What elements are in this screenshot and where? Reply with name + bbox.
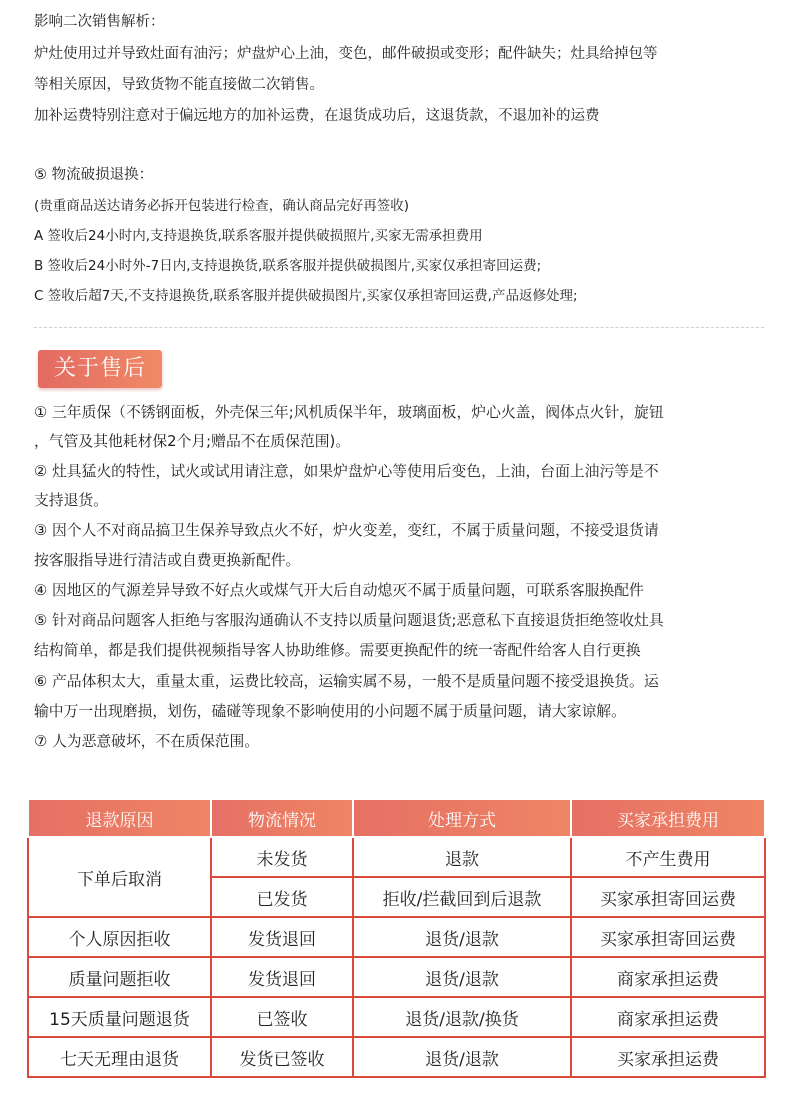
cell-fee: 商家承担运费 — [571, 957, 765, 997]
cell-handling: 退货/退款/换货 — [353, 997, 571, 1037]
after-sales-line: ② 灶具猛火的特性，试火或试用请注意，如果炉盘炉心等使用后变色，上油，台面上油污等是不 — [34, 463, 659, 480]
resale-title: 影响二次销售解析： — [34, 14, 165, 30]
after-sales-line: ④ 因地区的气源差异导致不好点火或煤气开大后自动熄灭不属于质量问题，可联系客服换配件 — [34, 582, 644, 599]
table-row — [28, 997, 765, 1037]
table-row — [28, 917, 765, 957]
after-sales-line: ⑦ 人为恶意破坏，不在质保范围。 — [34, 733, 260, 750]
after-sales-line: ③ 因个人不对商品搞卫生保养导致点火不好，炉火变差，变红，不属于质量问题，不接受退货请 — [34, 522, 659, 539]
header-buyer-fee: 买家承担费用 — [571, 800, 765, 837]
cell-fee: 不产生费用 — [571, 837, 765, 877]
cell-logistics: 发货退回 — [211, 957, 353, 997]
cell-logistics: 发货已签收 — [211, 1037, 353, 1077]
resale-text-line: 炉灶使用过并导致灶面有油污；炉盘炉心上油，变色，邮件破损或变形；配件缺失；灶具给掉包等 — [34, 46, 658, 62]
after-sales-line: 按客服指导进行清洁或自费更换新配件。 — [34, 552, 301, 569]
logistics-rule-c: C 签收后超7天,不支持退换货,联系客服并提供破损图片,买家仅承担寄回运费,产品返修处理; — [34, 288, 578, 304]
cell-fee: 买家承担寄回运费 — [571, 917, 765, 957]
header-logistics-status: 物流情况 — [211, 800, 353, 837]
logistics-note: (贵重商品送达请务必拆开包装进行检查，确认商品完好再签收) — [34, 198, 410, 214]
logistics-rule-a: A 签收后24小时内,支持退换货,联系客服并提供破损照片,买家无需承担费用 — [34, 228, 483, 244]
cell-handling: 退款 — [353, 837, 571, 877]
cell-reason: 七天无理由退货 — [28, 1037, 211, 1077]
cell-fee: 买家承担运费 — [571, 1037, 765, 1077]
after-sales-line: ⑤ 针对商品问题客人拒绝与客服沟通确认不支持以质量问题退货;恶意私下直接退货拒绝签收灶具 — [34, 612, 664, 629]
cell-fee: 商家承担运费 — [571, 997, 765, 1037]
after-sales-line: 支持退货。 — [34, 492, 108, 509]
after-sales-line: ⑥ 产品体积太大，重量太重，运费比较高，运输实属不易，一般不是质量问题不接受退换货。运 — [34, 673, 659, 690]
cell-logistics: 已签收 — [211, 997, 353, 1037]
after-sales-line: ① 三年质保（不锈钢面板，外壳保三年;风机质保半年，玻璃面板，炉心火盖，阀体点火针，旋钮 — [34, 404, 664, 421]
logistics-title: ⑤ 物流破损退换： — [34, 167, 154, 183]
cell-handling: 退货/退款 — [353, 917, 571, 957]
cell-logistics: 未发货 — [211, 837, 353, 877]
cell-logistics: 已发货 — [211, 877, 353, 917]
after-sales-line: ，气管及其他耗材保2个月;赠品不在质保范围)。 — [34, 433, 351, 450]
cell-handling: 拒收/拦截回到后退款 — [353, 877, 571, 917]
header-refund-reason: 退款原因 — [28, 800, 211, 837]
resale-text-line: 等相关原因，导致货物不能直接做二次销售。 — [34, 77, 324, 93]
cell-reason: 15天质量问题退货 — [28, 997, 211, 1037]
cell-reason: 质量问题拒收 — [28, 957, 211, 997]
cell-fee: 买家承担寄回运费 — [571, 877, 765, 917]
logistics-rule-b: B 签收后24小时外-7日内,支持退换货,联系客服并提供破损图片,买家仅承担寄回运费; — [34, 258, 542, 274]
cell-logistics: 发货退回 — [211, 917, 353, 957]
table-row — [28, 837, 765, 877]
after-sales-line: 输中万一出现磨损，划伤，磕碰等现象不影响使用的小问题不属于质量问题，请大家谅解。 — [34, 703, 626, 720]
cell-handling: 退货/退款 — [353, 1037, 571, 1077]
cell-reason: 个人原因拒收 — [28, 917, 211, 957]
refund-policy-table — [27, 800, 764, 1070]
table-row — [28, 957, 765, 997]
section-divider — [34, 327, 764, 328]
table-row — [28, 1037, 765, 1077]
table-header-row — [28, 800, 765, 837]
resale-shipping-note: 加补运费特别注意对于偏远地方的加补运费，在退货成功后，这退货款，不退加补的运费 — [34, 108, 600, 124]
after-sales-heading: 关于售后 — [38, 350, 162, 388]
after-sales-line: 结构简单，都是我们提供视频指导客人协助维修。需要更换配件的统一寄配件给客人自行更换 — [34, 642, 641, 659]
cell-reason: 下单后取消 — [28, 837, 211, 917]
cell-handling: 退货/退款 — [353, 957, 571, 997]
header-handling-method: 处理方式 — [353, 800, 571, 837]
